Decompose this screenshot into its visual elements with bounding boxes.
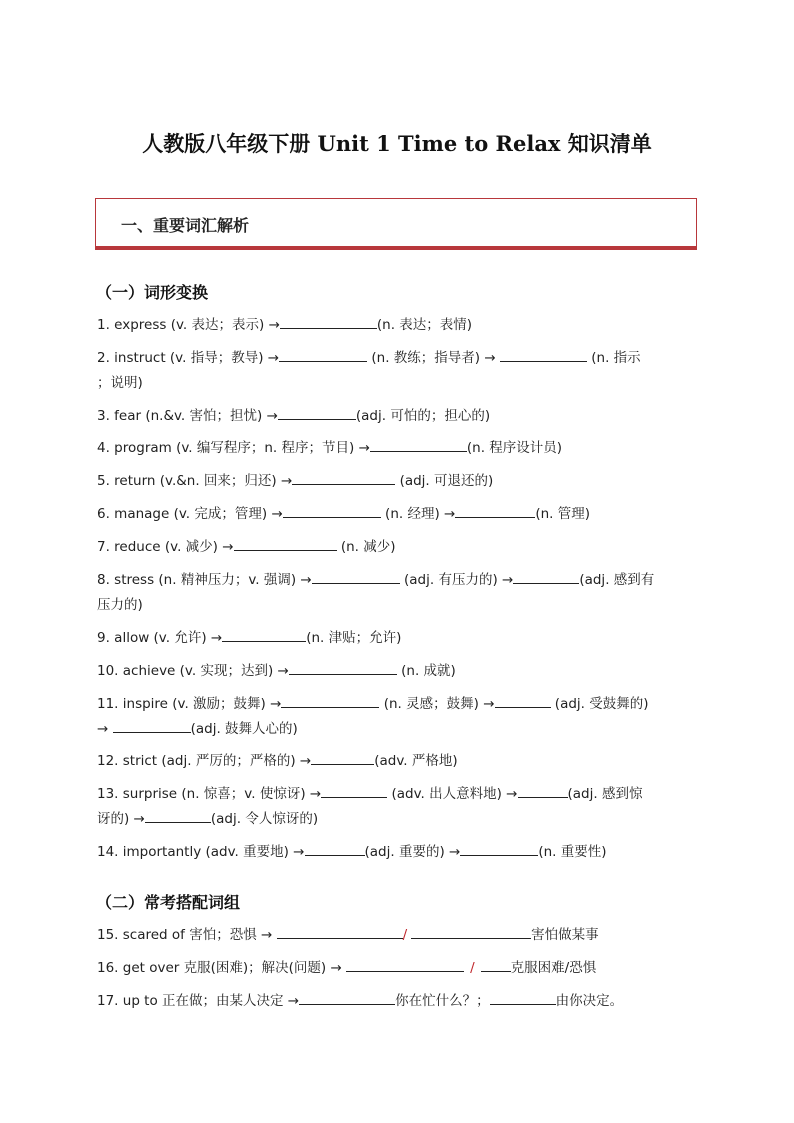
answer-blank[interactable] [370,437,467,452]
list-item: 4. program (v. 编写程序；n. 程序；节目) → (n. 程序设计员) [97,436,697,461]
list-item: 15. scared of 害怕；恐惧 → / 害怕做某事 [97,923,697,948]
list-item: 7. reduce (v. 减少) → (n. 减少) [97,535,697,560]
answer-blank[interactable] [222,627,306,642]
answer-blank[interactable] [481,957,511,972]
list-item: 16. get over 克服(困难)；解决(问题) → / 克服困难/恐惧 [97,956,697,981]
list-item: 5. return (v.&n. 回来；归还) → (adj. 可退还的) [97,469,697,494]
answer-blank[interactable] [292,470,395,485]
answer-blank[interactable] [346,957,464,972]
answer-blank[interactable] [311,750,374,765]
answer-blank[interactable] [283,503,381,518]
list-item: 14. importantly (adv. 重要地) → (adj. 重要的) → (n. 重要性) [97,840,697,865]
answer-blank[interactable] [289,660,397,675]
list-item: 8. stress (n. 精神压力；v. 强调) → (adj. 有压力的) → (adj. 感到有 压力的) [97,568,697,618]
answer-blank[interactable] [278,405,356,420]
answer-blank[interactable] [299,990,395,1005]
subsection-heading-phrases: （二）常考搭配词组 [96,893,241,912]
answer-blank[interactable] [495,693,551,708]
answer-blank[interactable] [234,536,337,551]
subsection-heading-word-forms: （一）词形变换 [96,283,209,302]
answer-blank[interactable] [280,314,377,329]
answer-blank[interactable] [113,718,191,733]
answer-blank[interactable] [518,783,568,798]
answer-blank[interactable] [277,924,403,939]
list-item: 10. achieve (v. 实现；达到) → (n. 成就) [97,659,697,684]
list-item: 1. express (v. 表达；表示) → (n. 表达；表情) [97,313,697,338]
answer-blank[interactable] [513,569,579,584]
answer-blank[interactable] [145,808,211,823]
section-header-box [95,198,697,250]
list-item: 2. instruct (v. 指导；教导) → (n. 教练；指导者) → (n. 指示 ；说明) [97,346,697,396]
answer-blank[interactable] [305,841,365,856]
answer-blank[interactable] [490,990,556,1005]
list-item: 9. allow (v. 允许) → (n. 津贴；允许) [97,626,697,651]
list-item: 11. inspire (v. 激励；鼓舞) → (n. 灵感；鼓舞) → (adj. 受鼓舞的) → (adj. 鼓舞人心的) [97,692,697,742]
answer-blank[interactable] [281,693,379,708]
list-item: 12. strict (adj. 严厉的；严格的) → (adv. 严格地) [97,749,697,774]
list-item: 6. manage (v. 完成；管理) → (n. 经理) → (n. 管理) [97,502,697,527]
answer-blank[interactable] [411,924,531,939]
answer-blank[interactable] [455,503,535,518]
answer-blank[interactable] [500,347,587,362]
list-item: 3. fear (n.&v. 害怕；担忧) → (adj. 可怕的；担心的) [97,404,697,429]
answer-blank[interactable] [279,347,367,362]
list-item: 17. up to 正在做；由某人决定 → 你在忙什么？； 由你决定。 [97,989,697,1014]
answer-blank[interactable] [460,841,538,856]
section-heading: 一、重要词汇解析 [121,216,250,235]
list-item: 13. surprise (n. 惊喜；v. 使惊讶) → (adv. 出人意料地) → (adj. 感到惊 讶的) → (adj. 令人惊讶的) [97,782,697,832]
answer-blank[interactable] [321,783,387,798]
page-title: 人教版八年级下册 Unit 1 Time to Relax 知识清单 [142,131,652,156]
answer-blank[interactable] [312,569,400,584]
